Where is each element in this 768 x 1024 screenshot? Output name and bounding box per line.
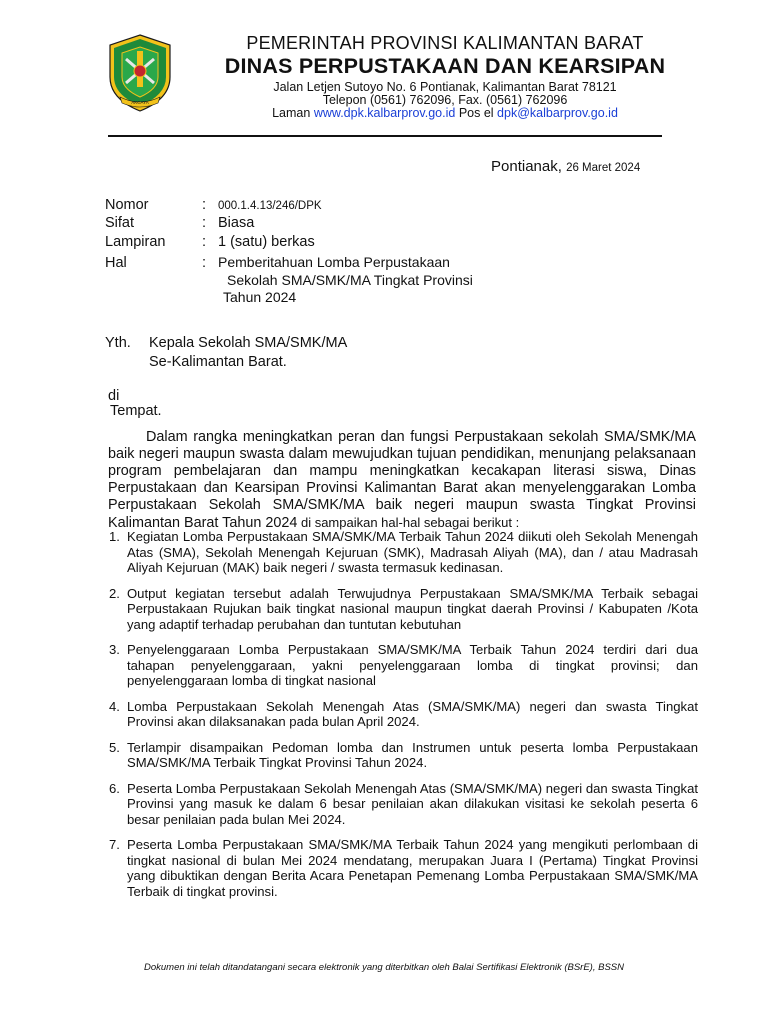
recipient-salutation: Yth. bbox=[105, 335, 131, 351]
colon: : bbox=[202, 197, 207, 213]
intro-tail: di sampaikan hal-hal sebagai berikut : bbox=[297, 515, 520, 531]
date-place: Pontianak, bbox=[491, 158, 562, 175]
item-text: Terlampir disampaikan Pedoman lomba dan Instrumen untuk peserta lomba Perpustakaan SMA/SMK/MA Terbaik Tingkat Provinsi Tahun 2024. bbox=[127, 739, 698, 770]
item-text: Peserta Lomba Perpustakaan SMA/SMK/MA Terbaik Tahun 2024 yang mengikuti perlombaan di tingkat nasional di bulan Mei 2024 mendatang, merupakan Juara I (Pertama) Tingkat Provinsi yang dibuktikan dengan Berita Acara Penetapan Pemenang Lomba Perpustakaan SMA/SMK/MA Terbaik di tingkat provinsi. bbox=[127, 837, 698, 899]
lampiran-label: Lampiran bbox=[105, 234, 166, 250]
intro-paragraph bbox=[108, 429, 696, 533]
hal-line-3: Tahun 2024 bbox=[223, 289, 297, 305]
item-text: Kegiatan Lomba Perpustakaan SMA/SMK/MA Terbaik Tahun 2024 diikuti oleh Sekolah Menengah Atas (SMA), Sekolah Menengah Kejuruan (SMK), Madrasah Aliyah (MA), dan / atau Madrasah Aliyah Kejuruan (MAK) baik negeri / swasta termasuk kedinasan. bbox=[127, 529, 698, 575]
list-item bbox=[108, 586, 698, 633]
logo-ribbon-text: AKCAYA bbox=[131, 100, 149, 105]
website-label: Laman bbox=[272, 106, 311, 120]
colon: : bbox=[202, 234, 207, 250]
item-number: 3. bbox=[109, 642, 120, 657]
email-link[interactable]: dpk@kalbarprov.go.id bbox=[497, 106, 618, 120]
letter-date bbox=[491, 158, 640, 175]
item-number: 7. bbox=[109, 837, 120, 852]
date-value: 26 Maret 2024 bbox=[566, 162, 641, 174]
item-text: Output kegiatan tersebut adalah Terwujudnya Perpustakaan SMA/SMK/MA Terbaik sebagai Perpustakaan Rujukan baik tingkat nasional maupun tingkat daerah Provinsi / Kabupaten /Kota yang adaptif terhadap perubahan dan tuntutan kebutuhan bbox=[127, 585, 698, 632]
e-signature-footer: Dokumen ini telah ditandatangani secara elektronik yang diterbitkan oleh Balai Sertifikasi Elektronik (BSrE), BSSN bbox=[144, 962, 624, 973]
colon: : bbox=[202, 215, 207, 231]
office-phone: Telepon (0561) 762096, Fax. (0561) 762096 bbox=[322, 93, 568, 107]
item-text: Lomba Perpustakaan Sekolah Menengah Atas (SMA/SMK/MA) negeri dan swasta Tingkat Provinsi akan dilaksanakan pada bulan April 2024. bbox=[127, 698, 698, 729]
nomor-value: 000.1.4.13/246/DPK bbox=[218, 200, 322, 212]
item-number: 6. bbox=[109, 780, 120, 796]
recipient-di: di bbox=[108, 388, 120, 404]
list-item bbox=[108, 740, 698, 771]
recipient-place: Tempat. bbox=[110, 403, 162, 419]
item-number: 1. bbox=[109, 529, 120, 544]
item-number: 2. bbox=[109, 585, 120, 601]
colon: : bbox=[202, 255, 207, 271]
letterhead-divider bbox=[108, 135, 662, 137]
provincial-emblem-logo bbox=[106, 33, 174, 113]
sifat-label: Sifat bbox=[105, 215, 135, 231]
recipient-line-2: Se-Kalimantan Barat. bbox=[149, 354, 287, 370]
lampiran-value: 1 (satu) berkas bbox=[218, 234, 315, 250]
department-name: DINAS PERPUSTAKAAN DAN KEARSIPAN bbox=[224, 54, 666, 78]
recipient-line-1: Kepala Sekolah SMA/SMK/MA bbox=[149, 335, 348, 351]
office-address: Jalan Letjen Sutoyo No. 6 Pontianak, Kalimantan Barat 78121 bbox=[273, 80, 617, 94]
meta-sifat bbox=[105, 215, 254, 231]
hal-line-1: Pemberitahuan Lomba Perpustakaan bbox=[218, 254, 450, 270]
item-number: 4. bbox=[109, 698, 120, 714]
item-number: 5. bbox=[109, 739, 120, 755]
email-label: Pos el bbox=[458, 106, 494, 120]
meta-nomor bbox=[105, 197, 322, 213]
nomor-label: Nomor bbox=[105, 197, 149, 213]
list-item bbox=[108, 699, 698, 730]
meta-lampiran bbox=[105, 234, 315, 250]
intro-main: Dalam rangka meningkatkan peran dan fungsi Perpustakaan sekolah SMA/SMK/MA baik negeri maupun swasta dalam mewujudkan tujuan pendidikan, menunjang pelaksanaan program pembelajaran dan mampu meningkatkan kecakapan literasi siswa, Dinas Perpustakaan dan Kearsipan Provinsi Kalimantan Barat akan menyelenggarakan Lomba Perpustakaan Sekolah SMA/SMK/MA baik negeri maupun swasta Tingkat Provinsi Kalimantan Barat Tahun 2024 bbox=[108, 429, 696, 532]
website-link[interactable]: www.dpk.kalbarprov.go.id bbox=[313, 106, 456, 120]
government-name: PEMERINTAH PROVINSI KALIMANTAN BARAT bbox=[246, 33, 644, 53]
list-item bbox=[108, 781, 698, 828]
points-list bbox=[108, 529, 698, 909]
hal-label: Hal bbox=[105, 255, 127, 271]
hal-line-2: Sekolah SMA/SMK/MA Tingkat Provinsi bbox=[227, 272, 473, 288]
item-text: Peserta Lomba Perpustakaan Sekolah Menengah Atas (SMA/SMK/MA) negeri dan swasta Tingkat Provinsi yang masuk ke dalam 6 besar penilaian akan dilakukan visitasi ke sekolah peserta 6 besar penilaian pada bulan Mei 2024. bbox=[127, 780, 698, 827]
list-item bbox=[108, 529, 698, 576]
list-item bbox=[108, 837, 698, 899]
sifat-value: Biasa bbox=[218, 215, 255, 231]
item-text: Penyelenggaraan Lomba Perpustakaan SMA/SMK/MA Terbaik Tahun 2024 terdiri dari dua tahapan penyelenggaraan, yakni penyelenggaraan lomba di tingkat provinsi; dan penyelenggaraan lomba di tingkat nasional bbox=[127, 642, 698, 688]
meta-hal bbox=[105, 254, 450, 271]
contact-line bbox=[180, 106, 710, 120]
list-item bbox=[108, 642, 698, 689]
